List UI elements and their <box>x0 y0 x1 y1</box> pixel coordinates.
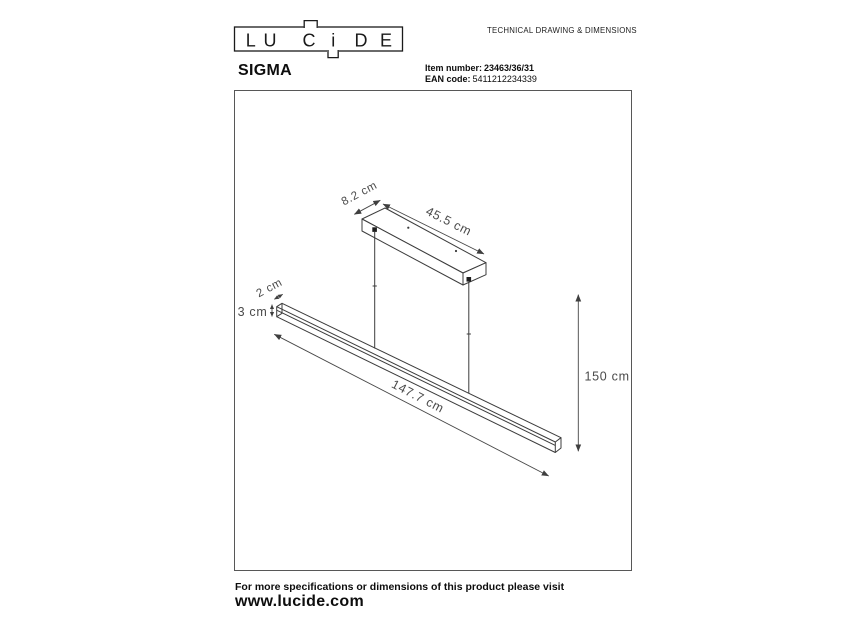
footer-note: For more specifications or dimensions of this product please visit <box>235 581 565 593</box>
dim-bar-length-label: 147.7 cm <box>389 377 447 416</box>
dim-bar-height-label: 3 cm <box>237 304 268 319</box>
bar-back-top-edge <box>282 303 561 437</box>
product-name: SIGMA <box>238 62 292 79</box>
bar-left-cap <box>277 303 282 316</box>
dim-bar-depth <box>255 277 285 301</box>
technical-drawing <box>235 91 631 570</box>
dim-canopy-width-label: 45.5 cm <box>423 204 475 239</box>
document-type-heading: TECHNICAL DRAWING & DIMENSIONS <box>487 26 637 35</box>
ean-row <box>425 74 537 85</box>
wire-mount-right <box>467 277 472 282</box>
dim-bar-depth-label: 2 cm <box>254 276 285 301</box>
bar-bottom-edge <box>277 317 556 453</box>
light-bar <box>277 303 561 452</box>
item-number-row <box>425 63 537 74</box>
dim-bar-depth-arrow <box>274 294 282 299</box>
logo-letter-d: D <box>354 30 368 51</box>
dim-bar-height <box>238 305 272 319</box>
bar-right-cap <box>555 438 561 453</box>
canopy-screw-dot <box>455 250 457 252</box>
logo-letter-i: i <box>331 30 336 51</box>
logo-letter-u: U <box>263 30 277 51</box>
dim-bar-length <box>274 334 548 476</box>
ceiling-canopy <box>362 208 486 285</box>
product-meta <box>425 63 537 85</box>
dim-drop-height-label: 150 cm <box>584 369 630 384</box>
dim-canopy-depth <box>340 179 381 214</box>
dim-bar-length-arrow <box>274 334 548 476</box>
item-number-label: Item number: <box>425 63 483 73</box>
ean-value: 5411212234339 <box>472 74 537 84</box>
dim-canopy-depth-label: 8.2 cm <box>339 179 380 209</box>
dim-drop-height <box>578 295 629 452</box>
bar-front-top-edge <box>277 307 556 442</box>
logo-letter-l: L <box>245 30 256 51</box>
ean-label: EAN code: <box>425 74 471 84</box>
bar-diffuser-lip <box>277 310 556 445</box>
technical-drawing-frame <box>234 90 632 571</box>
lucide-logo <box>232 13 408 63</box>
logo-letter-e: E <box>379 30 393 51</box>
logo-box <box>235 27 403 51</box>
logo-letters <box>246 31 392 51</box>
logo-letter-c: C <box>302 30 316 51</box>
footer-website[interactable]: www.lucide.com <box>235 593 364 610</box>
wire-mount-left <box>372 227 377 232</box>
item-number-value: 23463/36/31 <box>484 63 535 73</box>
canopy-screw-dot <box>407 227 409 229</box>
